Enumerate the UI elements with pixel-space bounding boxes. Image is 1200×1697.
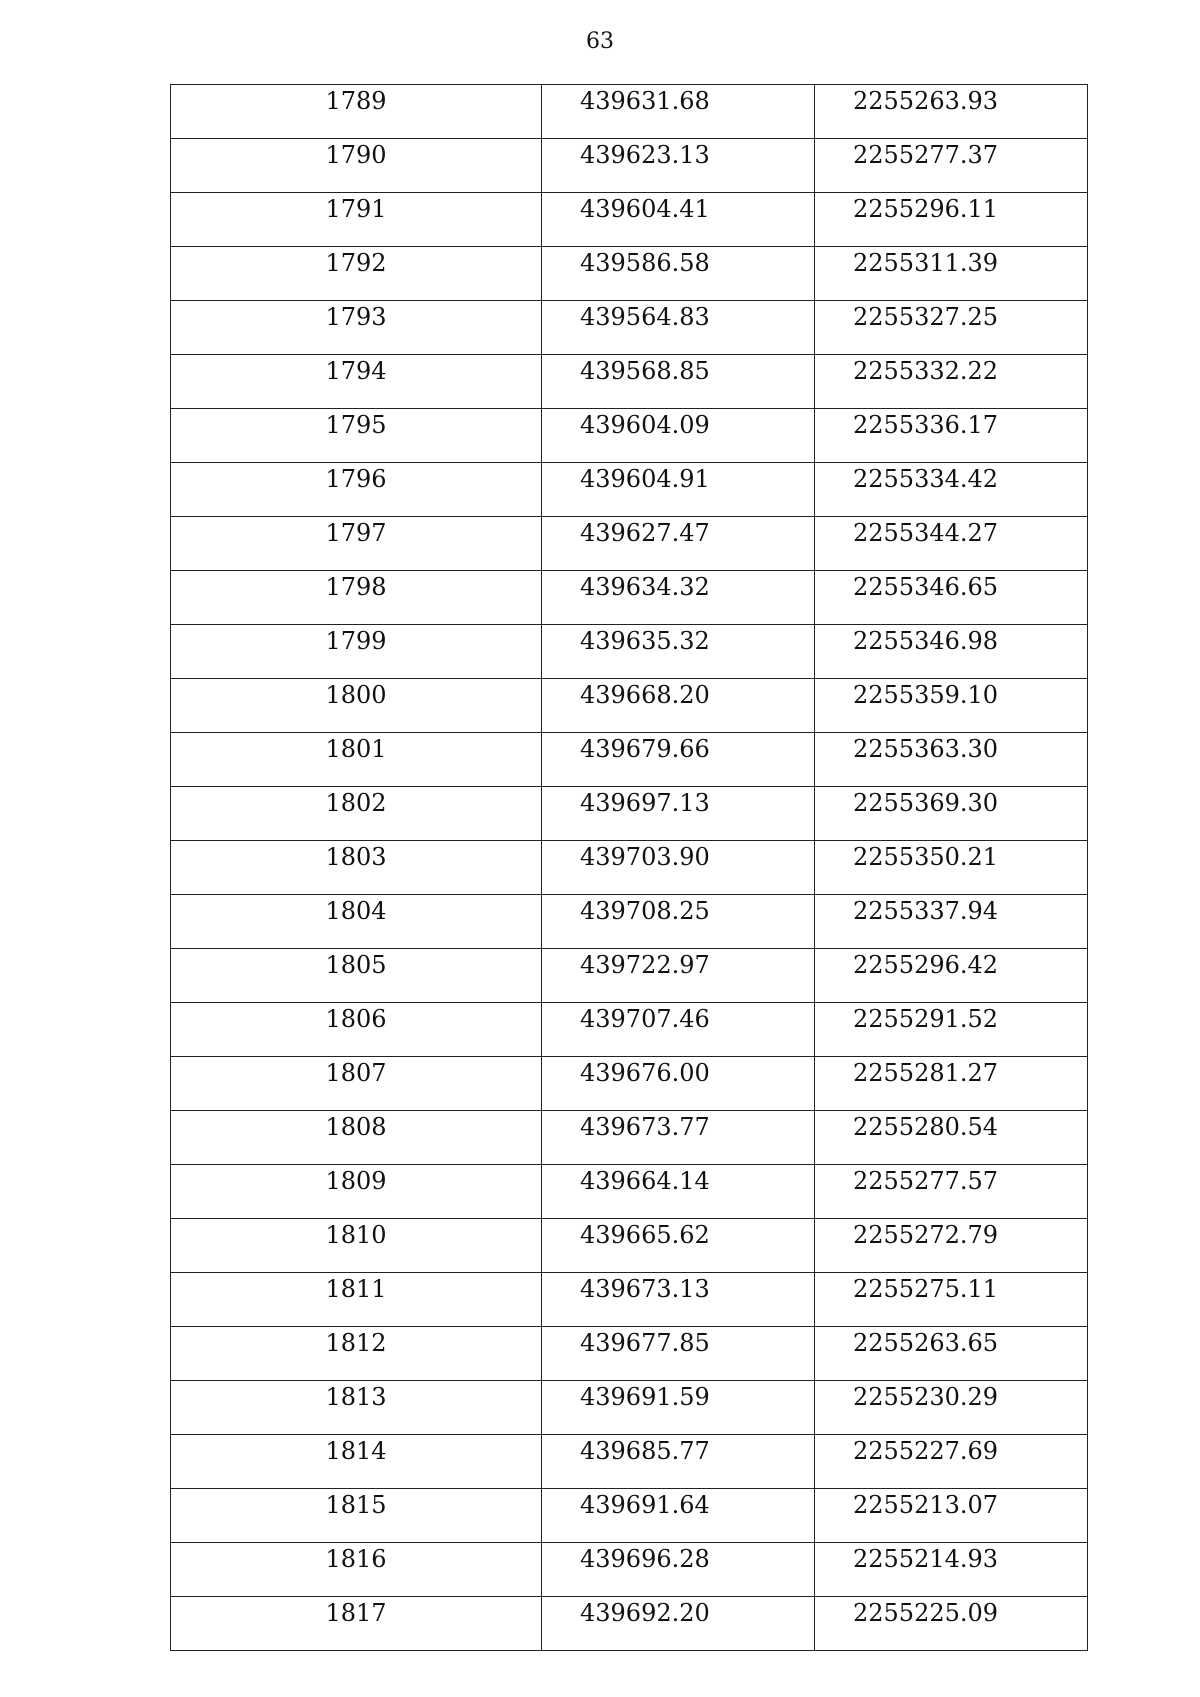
cell-text: 1795 — [325, 411, 387, 439]
x-coordinate-cell — [542, 1489, 815, 1543]
cell-text: 1791 — [325, 195, 387, 223]
cell-text: 439564.83 — [580, 303, 710, 331]
y-coordinate-cell — [815, 463, 1088, 517]
table-row — [171, 895, 1088, 949]
x-coordinate-cell — [542, 1219, 815, 1273]
cell-text: 1811 — [325, 1275, 387, 1303]
cell-text: 2255291.52 — [853, 1005, 999, 1033]
x-coordinate-cell — [542, 1165, 815, 1219]
cell-text: 1816 — [325, 1545, 387, 1573]
cell-text: 439696.28 — [580, 1545, 710, 1573]
point-number-cell — [171, 1111, 542, 1165]
cell-text: 2255363.30 — [853, 735, 999, 763]
point-number-cell — [171, 409, 542, 463]
page-number: 63 — [586, 29, 614, 54]
point-number-cell — [171, 571, 542, 625]
cell-text: 2255336.17 — [853, 411, 999, 439]
cell-text: 2255277.57 — [853, 1167, 999, 1195]
cell-text: 439691.59 — [580, 1383, 710, 1411]
table-row — [171, 1381, 1088, 1435]
x-coordinate-cell — [542, 679, 815, 733]
cell-text: 1814 — [325, 1437, 387, 1465]
point-number-cell — [171, 1327, 542, 1381]
y-coordinate-cell — [815, 1057, 1088, 1111]
cell-text: 2255280.54 — [853, 1113, 999, 1141]
y-coordinate-cell — [815, 1165, 1088, 1219]
y-coordinate-cell — [815, 1219, 1088, 1273]
cell-text: 1796 — [325, 465, 387, 493]
cell-text: 1793 — [325, 303, 387, 331]
point-number-cell — [171, 679, 542, 733]
x-coordinate-cell — [542, 571, 815, 625]
y-coordinate-cell — [815, 1003, 1088, 1057]
point-number-cell — [171, 355, 542, 409]
y-coordinate-cell — [815, 1543, 1088, 1597]
cell-text: 1790 — [325, 141, 387, 169]
table-row — [171, 1003, 1088, 1057]
x-coordinate-cell — [542, 1273, 815, 1327]
table-row — [171, 517, 1088, 571]
cell-text: 439673.13 — [580, 1275, 710, 1303]
cell-text: 2255311.39 — [853, 249, 999, 277]
point-number-cell — [171, 625, 542, 679]
x-coordinate-cell — [542, 1597, 815, 1651]
x-coordinate-cell — [542, 949, 815, 1003]
cell-text: 2255227.69 — [853, 1437, 999, 1465]
point-number-cell — [171, 895, 542, 949]
x-coordinate-cell — [542, 841, 815, 895]
cell-text: 1789 — [325, 87, 387, 115]
cell-text: 439722.97 — [580, 951, 710, 979]
point-number-cell — [171, 463, 542, 517]
point-number-cell — [171, 733, 542, 787]
cell-text: 2255214.93 — [853, 1545, 999, 1573]
x-coordinate-cell — [542, 139, 815, 193]
cell-text: 2255337.94 — [853, 897, 999, 925]
table-row — [171, 1489, 1088, 1543]
cell-text: 439697.13 — [580, 789, 710, 817]
x-coordinate-cell — [542, 895, 815, 949]
table-row — [171, 139, 1088, 193]
point-number-cell — [171, 139, 542, 193]
table-row — [171, 733, 1088, 787]
table-row — [171, 1435, 1088, 1489]
cell-text: 2255346.98 — [853, 627, 999, 655]
cell-text: 1817 — [325, 1599, 387, 1627]
cell-text: 439677.85 — [580, 1329, 710, 1357]
point-number-cell — [171, 949, 542, 1003]
cell-text: 1792 — [325, 249, 387, 277]
cell-text: 439604.91 — [580, 465, 710, 493]
point-number-cell — [171, 1381, 542, 1435]
x-coordinate-cell — [542, 247, 815, 301]
cell-text: 439668.20 — [580, 681, 710, 709]
cell-text: 2255275.11 — [853, 1275, 999, 1303]
table-row — [171, 1597, 1088, 1651]
cell-text: 1806 — [325, 1005, 387, 1033]
cell-text: 2255369.30 — [853, 789, 999, 817]
table-row — [171, 1543, 1088, 1597]
table-body — [171, 85, 1088, 1651]
cell-text: 2255327.25 — [853, 303, 999, 331]
point-number-cell — [171, 193, 542, 247]
cell-text: 2255346.65 — [853, 573, 999, 601]
cell-text: 1801 — [325, 735, 387, 763]
table-row — [171, 571, 1088, 625]
table-row — [171, 409, 1088, 463]
point-number-cell — [171, 247, 542, 301]
y-coordinate-cell — [815, 1111, 1088, 1165]
cell-text: 1805 — [325, 951, 387, 979]
table-row — [171, 787, 1088, 841]
point-number-cell — [171, 1489, 542, 1543]
y-coordinate-cell — [815, 517, 1088, 571]
point-number-cell — [171, 841, 542, 895]
cell-text: 439634.32 — [580, 573, 710, 601]
cell-text: 1815 — [325, 1491, 387, 1519]
point-number-cell — [171, 1597, 542, 1651]
y-coordinate-cell — [815, 787, 1088, 841]
x-coordinate-cell — [542, 463, 815, 517]
y-coordinate-cell — [815, 679, 1088, 733]
x-coordinate-cell — [542, 1543, 815, 1597]
cell-text: 439685.77 — [580, 1437, 710, 1465]
y-coordinate-cell — [815, 571, 1088, 625]
x-coordinate-cell — [542, 301, 815, 355]
table-row — [171, 301, 1088, 355]
cell-text: 1809 — [325, 1167, 387, 1195]
point-number-cell — [171, 301, 542, 355]
cell-text: 1802 — [325, 789, 387, 817]
cell-text: 439627.47 — [580, 519, 710, 547]
table-row — [171, 1057, 1088, 1111]
point-number-cell — [171, 1435, 542, 1489]
x-coordinate-cell — [542, 1003, 815, 1057]
y-coordinate-cell — [815, 85, 1088, 139]
cell-text: 439665.62 — [580, 1221, 710, 1249]
cell-text: 2255281.27 — [853, 1059, 999, 1087]
cell-text: 1798 — [325, 573, 387, 601]
point-number-cell — [171, 1165, 542, 1219]
cell-text: 439676.00 — [580, 1059, 710, 1087]
coordinates-table — [170, 84, 1088, 1651]
cell-text: 439708.25 — [580, 897, 710, 925]
cell-text: 439707.46 — [580, 1005, 710, 1033]
cell-text: 439623.13 — [580, 141, 710, 169]
cell-text: 2255277.37 — [853, 141, 999, 169]
y-coordinate-cell — [815, 949, 1088, 1003]
point-number-cell — [171, 1219, 542, 1273]
table-row — [171, 355, 1088, 409]
cell-text: 2255359.10 — [853, 681, 999, 709]
cell-text: 2255296.11 — [853, 195, 999, 223]
y-coordinate-cell — [815, 139, 1088, 193]
cell-text: 2255263.93 — [853, 87, 999, 115]
cell-text: 1812 — [325, 1329, 387, 1357]
y-coordinate-cell — [815, 1381, 1088, 1435]
y-coordinate-cell — [815, 193, 1088, 247]
x-coordinate-cell — [542, 733, 815, 787]
point-number-cell — [171, 787, 542, 841]
cell-text: 1804 — [325, 897, 387, 925]
cell-text: 2255332.22 — [853, 357, 999, 385]
point-number-cell — [171, 85, 542, 139]
table-row — [171, 949, 1088, 1003]
y-coordinate-cell — [815, 301, 1088, 355]
cell-text: 1807 — [325, 1059, 387, 1087]
cell-text: 1808 — [325, 1113, 387, 1141]
cell-text: 439692.20 — [580, 1599, 710, 1627]
cell-text: 1810 — [325, 1221, 387, 1249]
y-coordinate-cell — [815, 1327, 1088, 1381]
cell-text: 2255213.07 — [853, 1491, 999, 1519]
point-number-cell — [171, 1003, 542, 1057]
cell-text: 2255334.42 — [853, 465, 999, 493]
table-row — [171, 1273, 1088, 1327]
cell-text: 2255272.79 — [853, 1221, 999, 1249]
cell-text: 2255296.42 — [853, 951, 999, 979]
point-number-cell — [171, 1273, 542, 1327]
cell-text: 439635.32 — [580, 627, 710, 655]
table-row — [171, 85, 1088, 139]
table-row — [171, 841, 1088, 895]
table-row — [171, 1165, 1088, 1219]
y-coordinate-cell — [815, 1273, 1088, 1327]
cell-text: 439679.66 — [580, 735, 710, 763]
point-number-cell — [171, 1543, 542, 1597]
table-row — [171, 1111, 1088, 1165]
x-coordinate-cell — [542, 625, 815, 679]
y-coordinate-cell — [815, 409, 1088, 463]
cell-text: 1800 — [325, 681, 387, 709]
x-coordinate-cell — [542, 787, 815, 841]
y-coordinate-cell — [815, 733, 1088, 787]
x-coordinate-cell — [542, 409, 815, 463]
cell-text: 2255230.29 — [853, 1383, 999, 1411]
cell-text: 1794 — [325, 357, 387, 385]
y-coordinate-cell — [815, 247, 1088, 301]
point-number-cell — [171, 1057, 542, 1111]
cell-text: 2255344.27 — [853, 519, 999, 547]
point-number-cell — [171, 517, 542, 571]
cell-text: 1799 — [325, 627, 387, 655]
cell-text: 1813 — [325, 1383, 387, 1411]
cell-text: 439631.68 — [580, 87, 710, 115]
table-row — [171, 193, 1088, 247]
y-coordinate-cell — [815, 895, 1088, 949]
cell-text: 2255350.21 — [853, 843, 999, 871]
table-row — [171, 625, 1088, 679]
x-coordinate-cell — [542, 85, 815, 139]
table-row — [171, 463, 1088, 517]
cell-text: 439703.90 — [580, 843, 710, 871]
x-coordinate-cell — [542, 1057, 815, 1111]
cell-text: 439604.09 — [580, 411, 710, 439]
x-coordinate-cell — [542, 193, 815, 247]
table-row — [171, 247, 1088, 301]
cell-text: 439691.64 — [580, 1491, 710, 1519]
y-coordinate-cell — [815, 1597, 1088, 1651]
x-coordinate-cell — [542, 1327, 815, 1381]
cell-text: 439673.77 — [580, 1113, 710, 1141]
y-coordinate-cell — [815, 841, 1088, 895]
x-coordinate-cell — [542, 1111, 815, 1165]
y-coordinate-cell — [815, 355, 1088, 409]
table-row — [171, 1327, 1088, 1381]
cell-text: 439604.41 — [580, 195, 710, 223]
x-coordinate-cell — [542, 517, 815, 571]
cell-text: 2255263.65 — [853, 1329, 999, 1357]
y-coordinate-cell — [815, 625, 1088, 679]
x-coordinate-cell — [542, 1435, 815, 1489]
table-row — [171, 679, 1088, 733]
cell-text: 439664.14 — [580, 1167, 710, 1195]
cell-text: 1797 — [325, 519, 387, 547]
x-coordinate-cell — [542, 1381, 815, 1435]
y-coordinate-cell — [815, 1489, 1088, 1543]
y-coordinate-cell — [815, 1435, 1088, 1489]
table-row — [171, 1219, 1088, 1273]
cell-text: 439568.85 — [580, 357, 710, 385]
cell-text: 1803 — [325, 843, 387, 871]
cell-text: 439586.58 — [580, 249, 710, 277]
cell-text: 2255225.09 — [853, 1599, 999, 1627]
x-coordinate-cell — [542, 355, 815, 409]
